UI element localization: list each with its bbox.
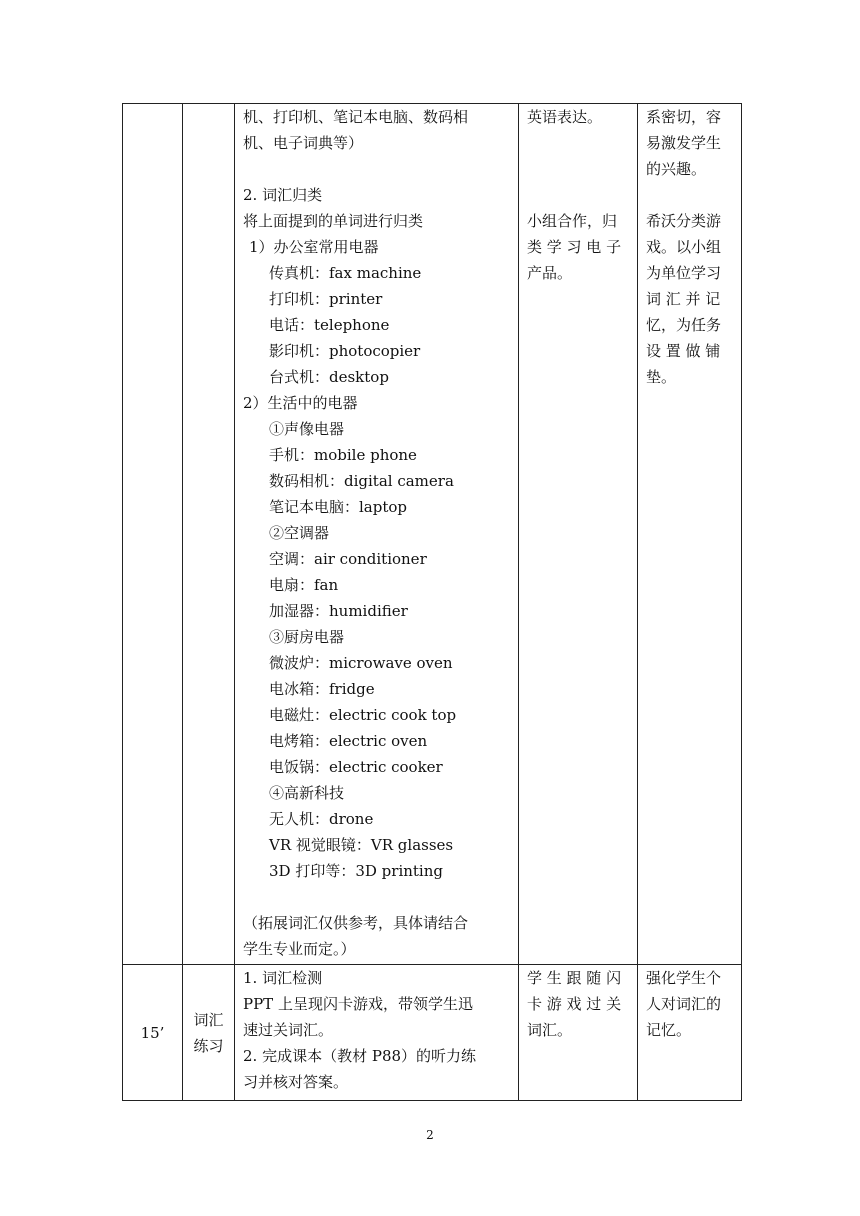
design-intent-cell — [638, 965, 742, 1101]
time-cell — [123, 104, 183, 965]
lesson-plan-table — [122, 103, 742, 1101]
text-line: 易激发学生 — [646, 134, 722, 152]
text-line: 速过关词汇。 — [243, 1021, 334, 1039]
text-line: 2. 完成课本（教材 P88）的听力练 — [243, 1047, 477, 1065]
text-line: 类 学 习 电 子 — [527, 238, 622, 256]
vocab-item: 传真机：fax machine — [269, 264, 422, 282]
vocab-item: 手机：mobile phone — [269, 446, 417, 464]
text-line: 系密切，容 — [646, 108, 722, 126]
note-line: （拓展词汇仅供参考，具体请结合 — [243, 914, 469, 932]
text-line: 词 汇 并 记 — [646, 290, 721, 308]
table-row — [123, 104, 742, 965]
text-line: 卡 游 戏 过 关 — [527, 995, 622, 1013]
text-line: 为单位学习 — [646, 264, 722, 282]
vocab-item: 打印机：printer — [269, 290, 383, 308]
vocab-item: 3D 打印等：3D printing — [269, 862, 443, 880]
stage-cell — [183, 104, 235, 965]
text-line: 垫。 — [646, 368, 677, 386]
text-line: 的兴趣。 — [646, 160, 707, 178]
text-line: 设 置 做 铺 — [646, 342, 721, 360]
text-line: 英语表达。 — [527, 108, 603, 126]
student-activity-cell — [519, 965, 638, 1101]
text-line: 记忆。 — [646, 1021, 692, 1039]
vocab-item: 台式机：desktop — [269, 368, 389, 386]
text-line: 习并核对答案。 — [243, 1073, 349, 1091]
vocab-item: 电话：telephone — [269, 316, 390, 334]
vocab-item: 电饭锅：electric cooker — [269, 758, 443, 776]
sub-heading: 1）办公室常用电器 — [249, 238, 379, 256]
text-line: 机、打印机、笔记本电脑、数码相 — [243, 108, 469, 126]
category-heading: ①声像电器 — [269, 420, 345, 438]
section-title: 2. 词汇归类 — [243, 186, 323, 204]
vocab-item: 空调：air conditioner — [269, 550, 427, 568]
text-line: 机、电子词典等） — [243, 134, 364, 152]
text-line: PPT 上呈现闪卡游戏，带领学生迅 — [243, 995, 473, 1013]
text-line: 忆，为任务 — [646, 316, 722, 334]
stage-label: 词汇 — [193, 1010, 224, 1029]
vocab-item: 数码相机：digital camera — [269, 472, 454, 490]
text-line: 学 生 跟 随 闪 — [527, 969, 622, 987]
text-line: 人对词汇的 — [646, 995, 722, 1013]
design-intent-cell — [638, 104, 742, 965]
time-value: 15’ — [140, 1023, 165, 1042]
text-line: 将上面提到的单词进行归类 — [243, 212, 424, 230]
vocab-item: 电烤箱：electric oven — [269, 732, 428, 750]
vocab-item: 无人机：drone — [269, 810, 374, 828]
category-heading: ③厨房电器 — [269, 628, 345, 646]
stage-cell — [183, 965, 235, 1101]
category-heading: ②空调器 — [269, 524, 330, 542]
sub-heading: 2）生活中的电器 — [243, 394, 358, 412]
student-activity-cell — [519, 104, 638, 965]
category-heading: ④高新科技 — [269, 784, 345, 802]
content-cell — [235, 965, 519, 1101]
vocab-item: 微波炉：microwave oven — [269, 654, 453, 672]
stage-label: 练习 — [193, 1036, 224, 1055]
vocab-item: 电磁灶：electric cook top — [269, 706, 457, 724]
text-line: 戏。以小组 — [646, 238, 722, 256]
vocab-item: 笔记本电脑：laptop — [269, 498, 408, 516]
text-line: 词汇。 — [527, 1021, 573, 1039]
vocab-item: 加湿器：humidifier — [269, 602, 408, 620]
text-line: 强化学生个 — [646, 969, 722, 987]
vocab-item: 电扇：fan — [269, 576, 339, 594]
text-line: 产品。 — [527, 264, 573, 282]
time-cell — [123, 965, 183, 1101]
vocab-item: VR 视觉眼镜：VR glasses — [269, 836, 454, 854]
note-line: 学生专业而定。） — [243, 940, 356, 958]
table-row — [123, 965, 742, 1101]
vocab-item: 影印机：photocopier — [269, 342, 421, 360]
text-line: 小组合作，归 — [527, 212, 618, 230]
content-cell — [235, 104, 519, 965]
vocab-item: 电冰箱：fridge — [269, 680, 375, 698]
text-line: 1. 词汇检测 — [243, 969, 323, 987]
page-number: 2 — [426, 1128, 434, 1142]
text-line: 希沃分类游 — [646, 212, 722, 230]
